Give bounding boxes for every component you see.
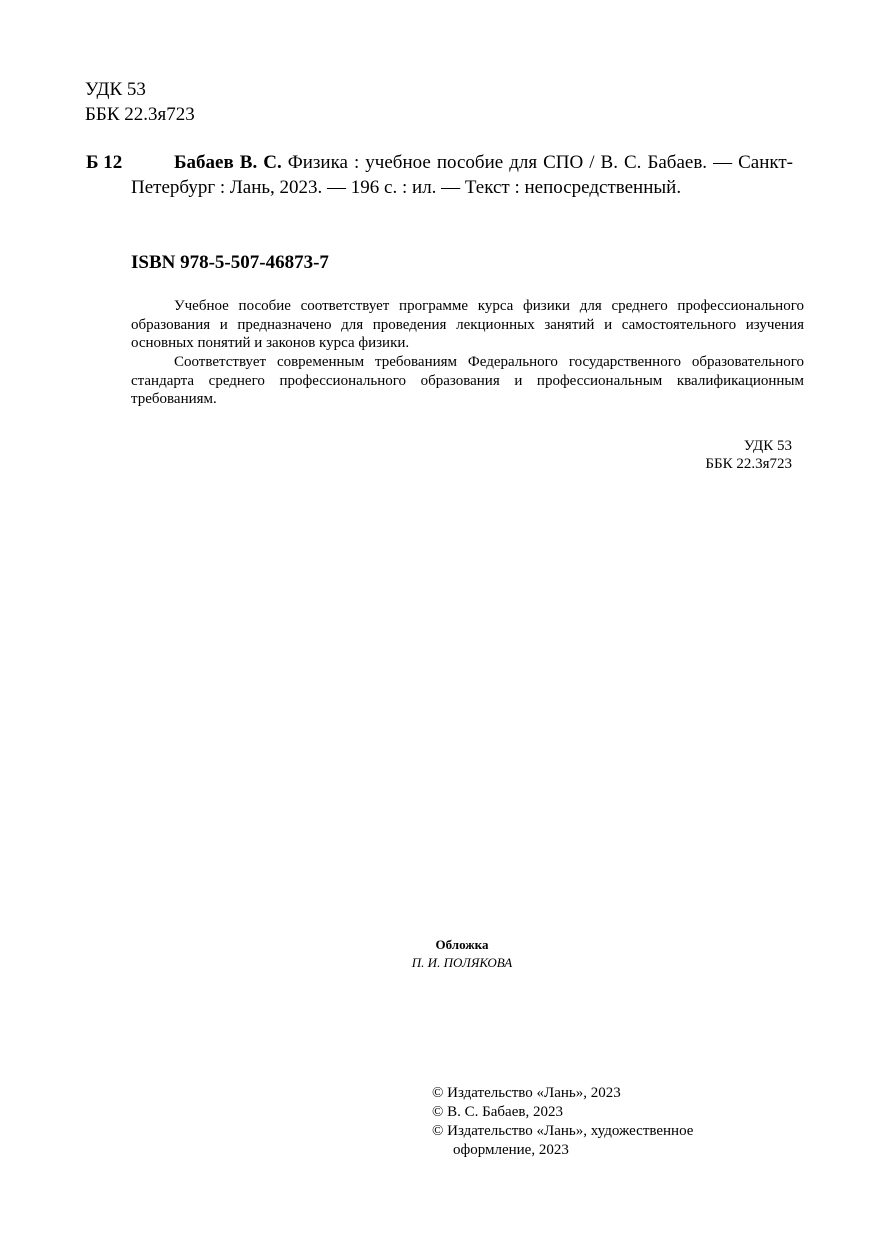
copyright-line: оформление, 2023 [453,1142,569,1158]
cover-designer-name: П. И. ПОЛЯКОВА [411,955,513,970]
bibliographic-record [131,151,793,200]
copyright-line: © Издательство «Лань», художественное [432,1123,694,1139]
copyright-line: © Издательство «Лань», 2023 [432,1085,621,1101]
author-name: Бабаев В. С. [174,152,282,173]
copyright-block [432,1084,693,1160]
udk-code-top: УДК 53 [85,79,146,100]
udk-code-right: УДК 53 [743,438,792,454]
bbk-code-top: ББК 22.3я723 [85,104,195,125]
copyright-line: © В. С. Бабаев, 2023 [432,1104,563,1120]
bbk-code-right: ББК 22.3я723 [705,456,792,472]
cover-credit-heading: Обложка [435,937,489,952]
abstract-paragraph: Соответствует современным требованиям Федерального государственного образовательного стандарта среднего профессионального образования и профессиональным квалификационным требованиям. [131,354,804,407]
isbn: ISBN 978-5-507-46873-7 [131,252,329,273]
abstract-paragraph: Учебное пособие соответствует программе курса физики для среднего профессионального образования и предназначено для проведения лекционных занятий и самостоятельного изучения основных понятий и законов курса физики. [131,298,804,351]
author-mark: Б 12 [86,152,123,173]
bibliographic-description: Физика : учебное пособие для СПО / В. С. Бабаев. — Санкт-Петербург : Лань, 2023. — 196 с. : ил. — Текст : непосредственный. [131,152,794,198]
